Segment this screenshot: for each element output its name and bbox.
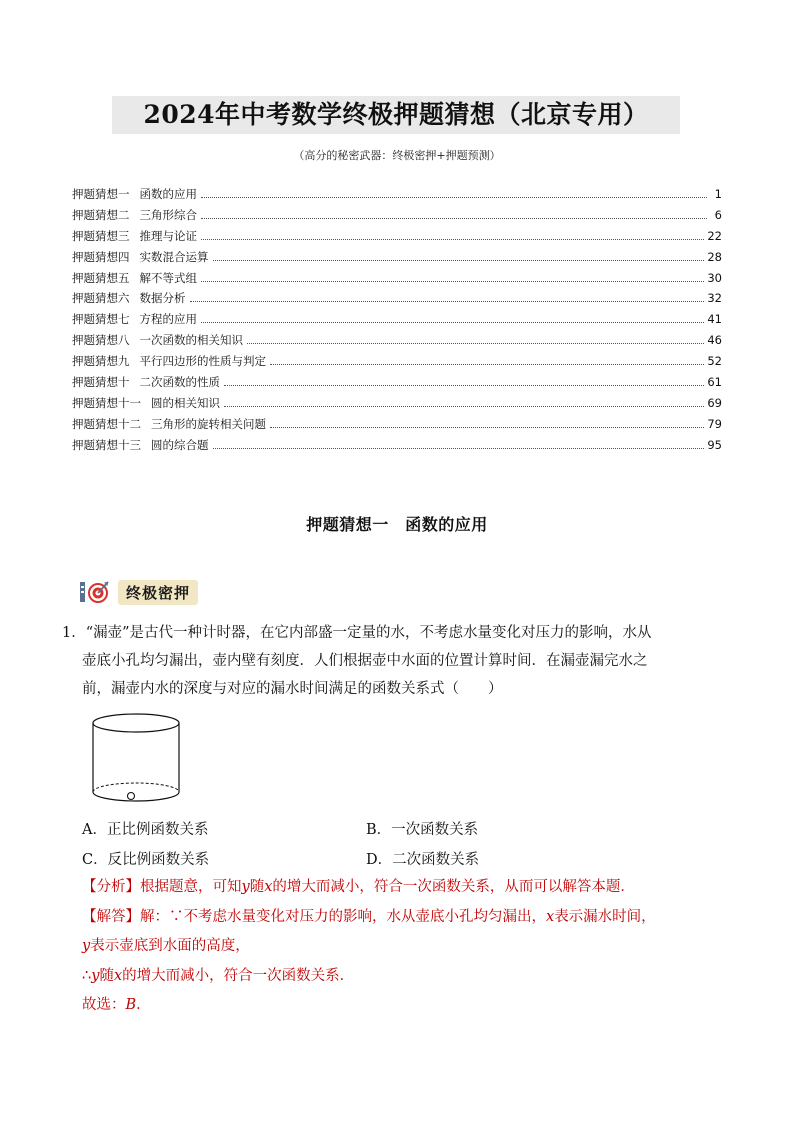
page-title: 2024年中考数学终极押题猜想（北京专用） (143, 100, 649, 129)
toc-entry[interactable] (72, 437, 722, 458)
analysis-text: 的增大而减小，符合一次函数关系，从而可以解答本题． (272, 879, 635, 895)
toc-entry-title: 一次函数的相关知识 (139, 333, 243, 348)
analysis-tag: 【分析】 (82, 879, 140, 895)
choice-b: B．一次函数关系 (366, 822, 479, 838)
toc-leader-dots (201, 280, 704, 282)
final-choice-label: 故选： (82, 997, 126, 1013)
toc-entry-page: 79 (707, 416, 722, 431)
solution-text: 表示漏水时间， (554, 908, 656, 925)
toc-entry[interactable] (72, 249, 722, 270)
toc-entry[interactable] (72, 332, 722, 353)
toc-entry-number: 押题猜想二 (72, 207, 130, 222)
toc-entry-number: 押题猜想五 (72, 270, 130, 285)
toc-entry-title: 二次函数的性质 (139, 375, 220, 390)
question-line-2: 壶底小孔均匀漏出，壶内壁有刻度．人们根据壶中水面的位置计算时间．在漏壶漏完水之 (82, 653, 648, 669)
solution-text: 表示壶底到水面的高度， (90, 938, 250, 954)
toc-entry-number: 押题猜想八 (72, 333, 130, 348)
choice-c: C．反比例函数关系 (82, 852, 210, 868)
toc-entry-page: 22 (707, 228, 722, 243)
conclusion-text: 随 (99, 967, 114, 984)
toc-entry-page: 52 (707, 354, 722, 369)
toc-leader-dots (190, 300, 705, 302)
toc-entry-page: 28 (707, 249, 722, 264)
question-number: 1． (62, 625, 86, 641)
final-choice-end: ． (136, 997, 151, 1013)
toc-leader-dots (201, 321, 704, 323)
var-y: y (82, 938, 91, 954)
toc-entry-page: 61 (707, 375, 722, 390)
toc-entry-page: 32 (707, 291, 722, 306)
question-line-3: 前，漏壶内水的深度与对应的漏水时间满足的函数关系式（ ） (82, 681, 503, 697)
toc-entry-title: 平行四边形的性质与判定 (139, 354, 266, 369)
section-badge (80, 577, 215, 607)
final-choice-line (82, 991, 742, 1021)
toc-entry-title: 数据分析 (139, 291, 186, 306)
toc-entry-page: 41 (707, 312, 722, 327)
toc-entry-page: 46 (707, 333, 722, 348)
analysis-text: 随 (249, 879, 265, 895)
toc-entry[interactable] (72, 395, 722, 416)
toc-entry-title: 圆的综合题 (151, 437, 209, 452)
toc-leader-dots (201, 196, 707, 198)
toc-leader-dots (224, 405, 704, 407)
toc-leader-dots (201, 217, 707, 219)
toc-entry-number: 押题猜想六 (72, 291, 130, 306)
var-x: x (113, 967, 123, 984)
toc-entry[interactable] (72, 416, 722, 437)
page-subtitle: （高分的秘密武器：终极密押+押题预测） (293, 149, 501, 162)
var-x: x (546, 908, 555, 925)
toc-entry-number: 押题猜想十一 (72, 395, 141, 410)
question-text-1: “漏壶”是古代一种计时器，在它内部盛一定量的水，不考虑水量变化对压力的影响，水从 (85, 625, 652, 641)
toc-entry[interactable] (72, 186, 722, 207)
conclusion-text: 的增大而减小，符合一次函数关系． (122, 967, 355, 984)
toc-entry-title: 三角形综合 (139, 207, 197, 222)
toc-entry-page: 6 (714, 207, 722, 222)
question-1 (62, 619, 734, 703)
toc-entry[interactable] (72, 311, 722, 332)
choice-d: D．二次函数关系 (366, 852, 480, 868)
therefore-symbol: ∴ (82, 967, 92, 984)
var-x: x (264, 879, 273, 895)
choice-a: A．正比例函数关系 (82, 822, 209, 838)
solution-tag: 【解答】 (82, 908, 140, 925)
toc-entry-page: 30 (707, 270, 722, 285)
toc-leader-dots (247, 342, 704, 344)
conclusion-line (82, 962, 742, 992)
toc-entry[interactable] (72, 228, 722, 249)
toc-entry-number: 押题猜想四 (72, 249, 130, 264)
toc-leader-dots (201, 238, 704, 240)
target-icon (80, 579, 110, 605)
toc-entry-title: 圆的相关知识 (151, 395, 220, 410)
toc-leader-dots (213, 259, 705, 261)
solution-text: 解：∵不考虑水量变化对压力的影响，水从壶底小孔均匀漏出， (140, 908, 546, 925)
toc-entry-title: 推理与论证 (139, 228, 197, 243)
solution-line-2 (82, 932, 742, 962)
analysis-text: 根据题意，可知 (140, 879, 242, 895)
toc-entry-number: 押题猜想十三 (72, 437, 141, 452)
toc-entry-page: 95 (707, 437, 722, 452)
toc-entry-title: 三角形的旋转相关问题 (151, 416, 266, 431)
final-choice-value: B (125, 997, 137, 1013)
toc-entry-title: 方程的应用 (139, 312, 197, 327)
toc-leader-dots (213, 447, 705, 449)
var-y: y (91, 967, 100, 984)
toc-leader-dots (270, 363, 704, 365)
toc-entry-page: 69 (707, 395, 722, 410)
toc-entry[interactable] (72, 374, 722, 395)
section-heading: 押题猜想一 函数的应用 (306, 515, 488, 534)
toc-entry-number: 押题猜想十 (72, 375, 130, 390)
toc-entry[interactable] (72, 207, 722, 228)
toc-leader-dots (224, 384, 704, 386)
toc-entry[interactable] (72, 290, 722, 311)
toc-entry-page: 1 (714, 187, 722, 201)
toc-leader-dots (270, 426, 704, 428)
toc-entry-title: 函数的应用 (139, 187, 197, 201)
toc-entry-number: 押题猜想九 (72, 354, 130, 369)
water-clock-figure (88, 712, 184, 808)
answer-block (82, 873, 742, 1021)
var-y: y (241, 879, 250, 895)
toc-entry-number: 押题猜想三 (72, 228, 130, 243)
toc-entry-number: 押题猜想十二 (72, 416, 141, 431)
analysis-line (82, 873, 742, 903)
badge-label: 终极密押 (118, 580, 198, 605)
toc-entry[interactable] (72, 270, 722, 291)
toc-entry-number: 押题猜想一 (72, 187, 130, 201)
question-line-1 (62, 619, 734, 647)
toc-entry[interactable] (72, 353, 722, 374)
table-of-contents (72, 186, 722, 458)
toc-entry-title: 解不等式组 (139, 270, 197, 285)
solution-line (82, 903, 742, 933)
toc-entry-title: 实数混合运算 (139, 249, 209, 264)
toc-entry-number: 押题猜想七 (72, 312, 130, 327)
